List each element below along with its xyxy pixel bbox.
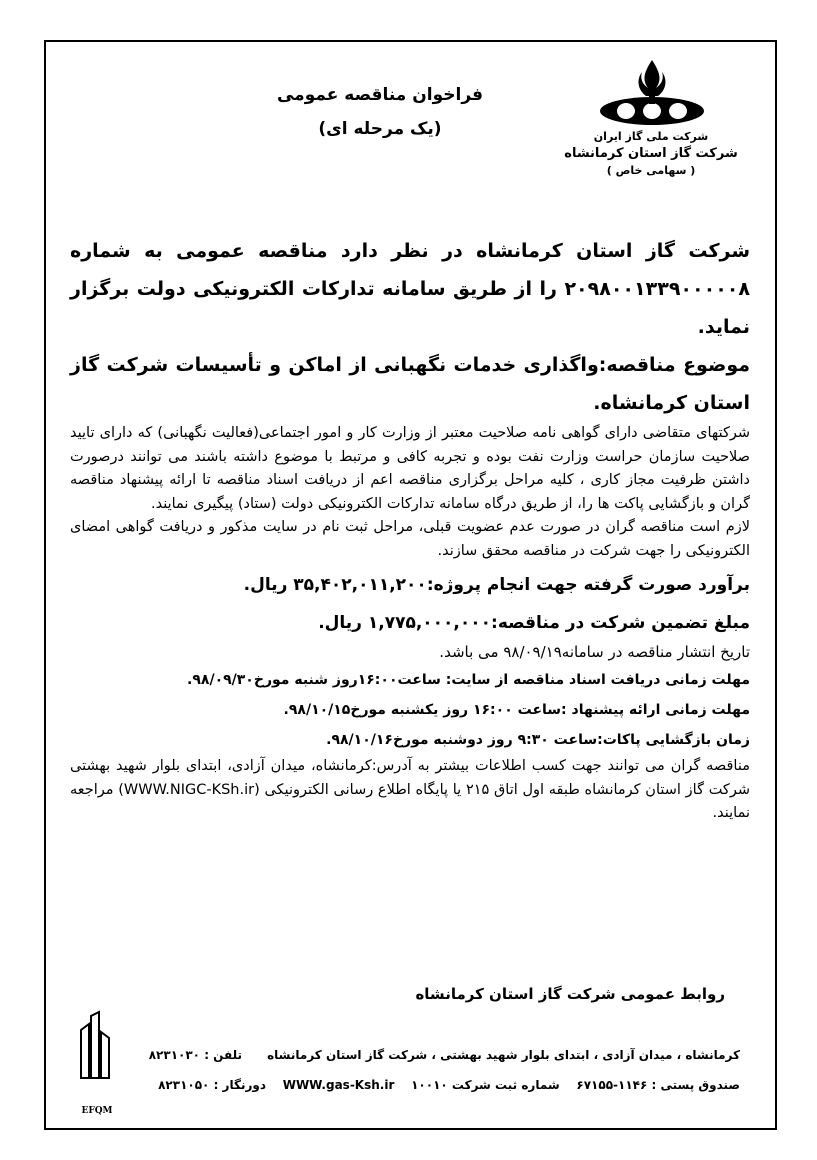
announcement-title: فراخوان مناقصه عمومی [276, 85, 484, 105]
website-link[interactable]: WWW.NIGC-KSh.ir [123, 781, 255, 798]
registration-paragraph: لازم است مناقصه گران در صورت عدم عضویت قبلی، مراحل ثبت نام در سایت مذکور و دریافت گواهی امضای الکترونیکی را جهت شرکت در مناقصه محقق سازند. [70, 519, 750, 559]
publish-date-line: تاریخ انتشار مناقصه در سامانه۹۸/۰۹/۱۹ می باشد. [439, 643, 750, 661]
guarantee-line: مبلغ تضمین شرکت در مناقصه:۱,۷۷۵,۰۰۰,۰۰۰ ریال. [318, 613, 750, 633]
company-registration: شماره ثبت شرکت ۱۰۰۱۰ [411, 1078, 560, 1092]
efqm-badge [68, 1010, 126, 1120]
nigc-logo-icon [592, 56, 712, 136]
company-type: ( سهامی خاص ) [606, 164, 696, 177]
pobox: صندوق پستی : ۱۱۴۶-۶۷۱۵۵ [576, 1078, 740, 1092]
phone-number: ۸۲۳۱۰۳۰ [148, 1048, 200, 1062]
requirements-paragraph: شرکتهای متقاضی دارای گواهی نامه صلاحیت معتبر از وزارت کار و امور اجتماعی(فعالیت نگهبانی) که دارای تایید صلاحیت سازمان حراست وزارت نفت بوده و تجربه کافی و مرتبط با موضوع داشته باشند می توانند درصورت داشتن ظرفیت مجاز کاری ، کلیه مراحل برگزاری مناقصه اعم از دریافت اسناد مناقصه تا ارائه پیشنهاد مناقصه گران و بازگشایی پاکت ها را، از طریق درگاه سامانه تدارکات الکترونیکی دولت (ستاد) پیگیری نمایند. [70, 425, 750, 512]
efqm-building-icon [77, 1010, 117, 1080]
footer [130, 1040, 740, 1100]
efqm-label: EFQM [81, 1106, 113, 1116]
info-text-after: ) مراجعه نمایند. [70, 781, 750, 821]
info-paragraph [70, 755, 750, 826]
footer-address: کرمانشاه ، میدان آزادی ، ابتدای بلوار شهید بهشتی ، شرکت گاز استان کرمانشاه [267, 1048, 740, 1062]
fax-number: ۸۲۳۱۰۵۰ [158, 1078, 210, 1092]
info-text-before: مناقصه گران می توانند جهت کسب اطلاعات بیشتر به آدرس:کرمانشاه، میدان آزادی، ابتدای بلوار شهید بهشتی شرکت گاز استان کرمانشاه طبقه اول اتاق ۲۱۵ یا پایگاه اطلاع رسانی الکترونیکی ( [70, 758, 750, 798]
phone-label: تلفن : [204, 1048, 243, 1062]
bid-deadline-line: مهلت زمانی ارائه پیشنهاد :ساعت ۱۶:۰۰ روز یکشنبه مورخ۹۸/۱۰/۱۵. [283, 702, 750, 718]
signature: روابط عمومی شرکت گاز استان کرمانشاه [415, 985, 725, 1003]
company-website[interactable]: WWW.gas-Ksh.ir [282, 1078, 395, 1092]
announcement-subtitle: (یک مرحله ای) [318, 119, 442, 139]
company-block [560, 128, 742, 179]
announcement-header [250, 78, 510, 146]
footer-line-2 [130, 1070, 740, 1100]
announcement-body [70, 232, 750, 826]
fax-label: دورنگار : [213, 1078, 266, 1092]
subject-paragraph: موضوع مناقصه:واگذاری خدمات نگهبانی از اماکن و تأسیسات شرکت گاز استان کرمانشاه. [70, 354, 750, 414]
opening-line: زمان بازگشایی پاکات:ساعت ۹:۳۰ روز دوشنبه مورخ۹۸/۱۰/۱۶. [326, 732, 750, 748]
footer-line-1 [130, 1040, 740, 1070]
company-name: شرکت گاز استان کرمانشاه [564, 146, 738, 161]
docs-deadline-line: مهلت زمانی دریافت اسناد مناقصه از سایت: ساعت۱۶:۰۰روز شنبه مورخ۹۸/۰۹/۳۰. [187, 672, 750, 688]
parent-company: شرکت ملی گاز ایران [593, 130, 709, 143]
intro-paragraph: شرکت گاز استان کرمانشاه در نظر دارد مناقصه عمومی به شماره ۲۰۹۸۰۰۱۳۳۹۰۰۰۰۰۸ را از طریق سامانه تدارکات الکترونیکی دولت برگزار نماید. [70, 240, 750, 338]
estimate-line: برآورد صورت گرفته جهت انجام پروژه:۳۵,۴۰۲,۰۱۱,۲۰۰ ریال. [243, 575, 750, 595]
